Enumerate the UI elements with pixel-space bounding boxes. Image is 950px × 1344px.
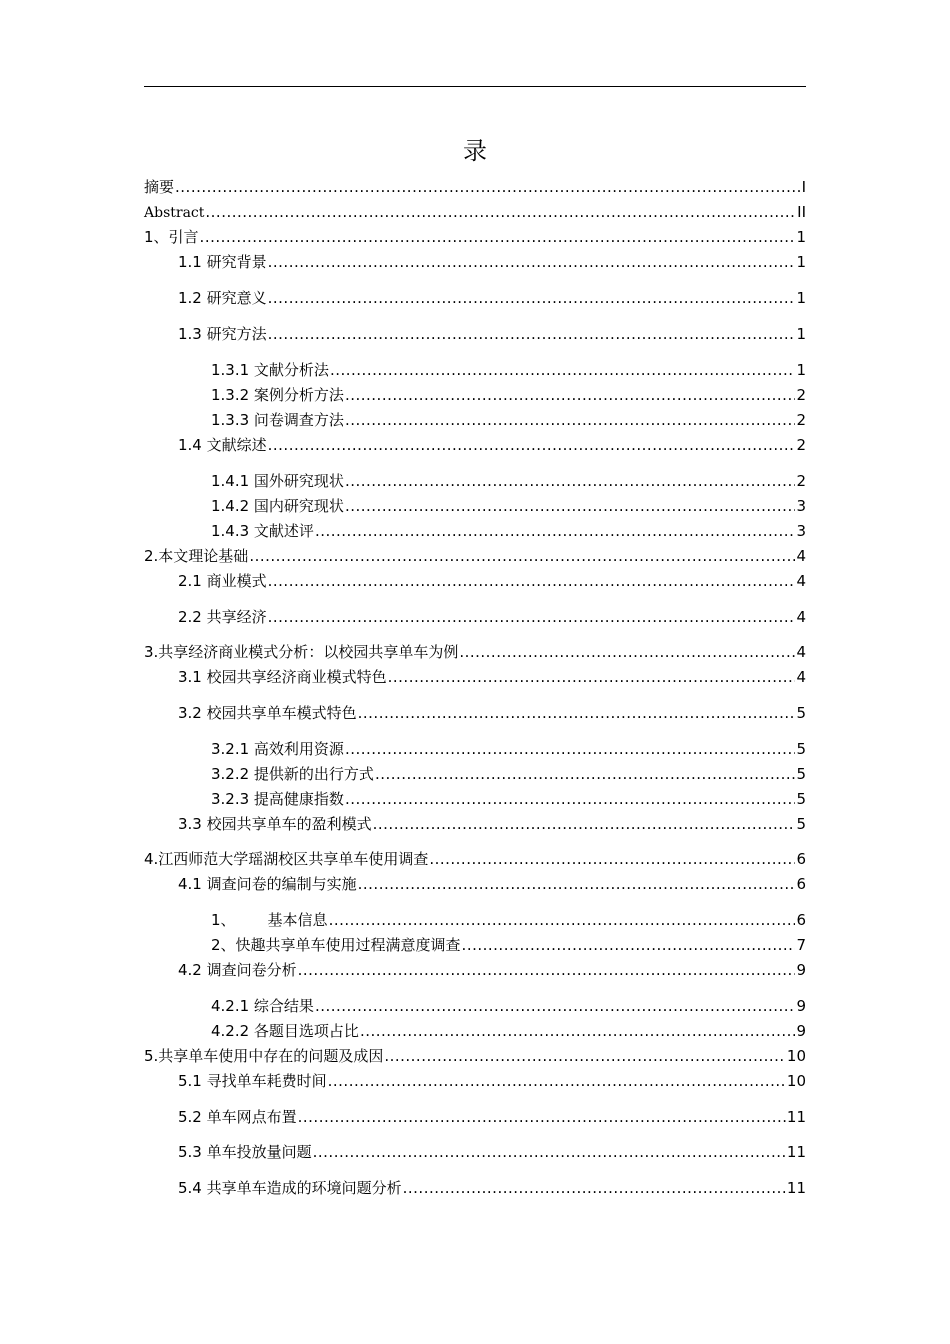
toc-entry-page: 2 [796, 472, 806, 490]
toc-leader-dots [360, 1021, 796, 1041]
toc-entry-page: 6 [796, 911, 806, 929]
toc-entry-label: 摘要 [144, 178, 175, 196]
toc-entry-page: 2 [796, 436, 806, 454]
toc-leader-dots [268, 571, 796, 591]
toc-leader-dots [345, 739, 796, 759]
toc-entry[interactable] [144, 607, 806, 627]
toc-entry-label: 5.共享单车使用中存在的问题及成因 [144, 1047, 384, 1065]
toc-entry[interactable] [144, 739, 806, 759]
toc-entry-label: 1、引言 [144, 228, 199, 246]
toc-leader-dots [315, 996, 796, 1016]
toc-leader-dots [249, 546, 795, 566]
toc-entry[interactable] [144, 202, 806, 222]
toc-leader-dots [268, 252, 796, 272]
toc-entry[interactable] [144, 324, 806, 344]
toc-entry-page: 10 [786, 1072, 806, 1090]
toc-entry-page: 5 [796, 765, 806, 783]
toc-leader-dots [358, 703, 796, 723]
toc-leader-dots [462, 935, 796, 955]
toc-entry-page: 1 [796, 228, 806, 246]
toc-entry[interactable] [144, 703, 806, 723]
toc-entry-page: 2 [796, 386, 806, 404]
toc-leader-dots [345, 385, 796, 405]
toc-leader-dots [200, 227, 796, 247]
toc-entry-page: 9 [796, 1022, 806, 1040]
toc-entry-text: 基本信息 [267, 911, 328, 929]
toc-leader-dots [384, 1046, 786, 1066]
table-of-contents [144, 0, 806, 1344]
toc-entry-page: 4 [796, 572, 806, 590]
toc-leader-dots [375, 764, 796, 784]
toc-entry[interactable] [144, 410, 806, 430]
toc-entry[interactable] [144, 496, 806, 516]
toc-leader-dots [345, 471, 796, 491]
toc-entry-page: 6 [796, 850, 806, 868]
toc-entry-label: 5.1 寻找单车耗费时间 [178, 1072, 327, 1090]
toc-entry-page: 1 [796, 325, 806, 343]
toc-entry-label: 1.3.3 问卷调查方法 [211, 411, 344, 429]
toc-entry-label: 1.1 研究背景 [178, 253, 267, 271]
toc-leader-dots [268, 435, 796, 455]
toc-entry-page: 2 [796, 411, 806, 429]
toc-entry[interactable] [144, 1178, 806, 1198]
toc-entry[interactable] [144, 789, 806, 809]
toc-entry[interactable] [144, 252, 806, 272]
toc-leader-dots [358, 874, 796, 894]
toc-entry-label: 3.共享经济商业模式分析：以校园共享单车为例 [144, 643, 459, 661]
toc-entry-page: 9 [796, 961, 806, 979]
toc-entry[interactable] [144, 960, 806, 980]
toc-entry-page: 4 [796, 608, 806, 626]
toc-leader-dots [429, 849, 795, 869]
toc-entry[interactable] [144, 814, 806, 834]
toc-entry[interactable] [144, 385, 806, 405]
toc-leader-dots [388, 667, 796, 687]
toc-entry[interactable] [144, 996, 806, 1016]
toc-leader-dots [268, 607, 796, 627]
toc-entry-page: 5 [796, 704, 806, 722]
toc-entry-page: 11 [786, 1179, 806, 1197]
toc-entry-page: 3 [796, 497, 806, 515]
toc-entry-label: 1.2 研究意义 [178, 289, 267, 307]
toc-leader-dots [459, 642, 795, 662]
toc-entry-label: 3.1 校园共享经济商业模式特色 [178, 668, 387, 686]
toc-entry[interactable] [144, 667, 806, 687]
toc-entry-label: 4.2.2 各题目选项占比 [211, 1022, 359, 1040]
toc-entry-label: 4.2 调查问卷分析 [178, 961, 297, 979]
toc-entry[interactable] [144, 288, 806, 308]
toc-leader-dots [298, 1107, 786, 1127]
toc-entry[interactable] [144, 546, 806, 566]
toc-entry-label: 2.本文理论基础 [144, 547, 249, 565]
toc-entry-page: 4 [796, 547, 806, 565]
toc-entry-label: 3.2.2 提供新的出行方式 [211, 765, 374, 783]
toc-entry-number: 1、 [211, 911, 236, 929]
toc-entry-label [211, 910, 328, 930]
toc-entry-label: 4.江西师范大学瑶湖校区共享单车使用调查 [144, 850, 429, 868]
toc-entry-label: 1.4.1 国外研究现状 [211, 472, 344, 490]
toc-leader-dots [345, 789, 796, 809]
toc-entry-page: 1 [796, 361, 806, 379]
toc-entry-label: 1.4.3 文献述评 [211, 522, 314, 540]
toc-leader-dots [403, 1178, 786, 1198]
toc-entry-label: 3.2.1 高效利用资源 [211, 740, 344, 758]
toc-entry-label: 3.3 校园共享单车的盈利模式 [178, 815, 372, 833]
toc-entry-page: 1 [796, 253, 806, 271]
toc-entry-page: 4 [796, 668, 806, 686]
toc-entry-page: 4 [796, 643, 806, 661]
toc-leader-dots [345, 410, 796, 430]
toc-leader-dots [328, 1071, 786, 1091]
toc-entry[interactable] [144, 177, 806, 197]
toc-entry-label: 1.3 研究方法 [178, 325, 267, 343]
toc-leader-dots [373, 814, 796, 834]
toc-entry-page: 5 [796, 790, 806, 808]
toc-entry[interactable] [144, 935, 806, 955]
toc-entry-label: 1.4 文献综述 [178, 436, 267, 454]
toc-entry-page: 11 [786, 1143, 806, 1161]
toc-leader-dots [205, 202, 796, 222]
toc-entry[interactable] [144, 1046, 806, 1066]
toc-entry-label: 1.3.2 案例分析方法 [211, 386, 344, 404]
toc-entry[interactable] [144, 471, 806, 491]
toc-entry-page: 11 [786, 1108, 806, 1126]
toc-entry-page: 10 [786, 1047, 806, 1065]
toc-entry-page: 5 [796, 740, 806, 758]
toc-entry-label: 2、快趣共享单车使用过程满意度调查 [211, 936, 461, 954]
toc-leader-dots [268, 288, 796, 308]
toc-title: 录 [463, 137, 487, 165]
toc-entry-label: 5.4 共享单车造成的环境问题分析 [178, 1179, 402, 1197]
toc-entry-label: 4.1 调查问卷的编制与实施 [178, 875, 357, 893]
toc-entry-page: 9 [796, 997, 806, 1015]
toc-entry-label: 3.2.3 提高健康指数 [211, 790, 344, 808]
toc-entry-label: 3.2 校园共享单车模式特色 [178, 704, 357, 722]
toc-entry-label: 1.3.1 文献分析法 [211, 361, 329, 379]
toc-entry-page: I [801, 178, 806, 196]
toc-entry-label: 1.4.2 国内研究现状 [211, 497, 344, 515]
toc-entry-page: 1 [796, 289, 806, 307]
toc-entry[interactable] [144, 1107, 806, 1127]
toc-entry[interactable] [144, 435, 806, 455]
toc-leader-dots [298, 960, 796, 980]
toc-entry-page: 6 [796, 875, 806, 893]
toc-entry[interactable] [144, 642, 806, 662]
toc-entry-label: 4.2.1 综合结果 [211, 997, 314, 1015]
toc-entry-label: 5.3 单车投放量问题 [178, 1143, 312, 1161]
toc-entry[interactable] [144, 764, 806, 784]
toc-leader-dots [268, 324, 796, 344]
toc-entry-label: 2.2 共享经济 [178, 608, 267, 626]
toc-entry[interactable] [144, 874, 806, 894]
toc-leader-dots [175, 177, 801, 197]
toc-entry[interactable] [144, 1071, 806, 1091]
toc-leader-dots [313, 1142, 786, 1162]
toc-entry-label: 2.1 商业模式 [178, 572, 267, 590]
toc-entry-page: 7 [796, 936, 806, 954]
toc-leader-dots [315, 521, 796, 541]
toc-entry[interactable] [144, 910, 806, 930]
toc-entry[interactable] [144, 849, 806, 869]
toc-entry[interactable] [144, 227, 806, 247]
toc-leader-dots [329, 910, 796, 930]
toc-entry-page: II [797, 203, 806, 221]
toc-entry-label: 5.2 单车网点布置 [178, 1108, 297, 1126]
toc-entry[interactable] [144, 1021, 806, 1041]
toc-entry-label: Abstract [144, 205, 205, 221]
toc-entry-page: 3 [796, 522, 806, 540]
toc-entry[interactable] [144, 521, 806, 541]
toc-entry[interactable] [144, 1142, 806, 1162]
toc-leader-dots [345, 496, 796, 516]
toc-entry[interactable] [144, 571, 806, 591]
toc-entry[interactable] [144, 360, 806, 380]
toc-leader-dots [330, 360, 796, 380]
toc-entry-page: 5 [796, 815, 806, 833]
